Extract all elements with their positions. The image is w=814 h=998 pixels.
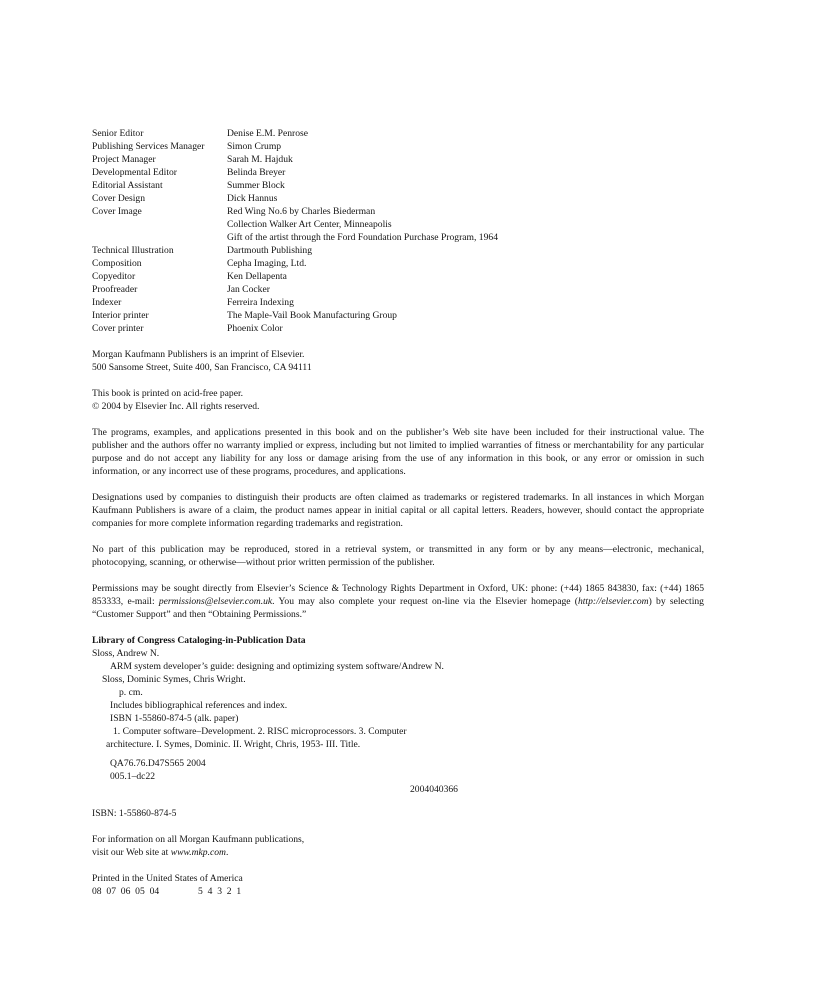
cip-biblio: Includes bibliographical references and index.: [110, 700, 288, 711]
permissions-email: permissions@elsevier.com.uk: [158, 596, 273, 607]
cip-subjects: 1. Computer software–Development. 2. RISC microprocessors. 3. Computer: [113, 726, 407, 737]
credit-row: [92, 270, 704, 283]
isbn-line: ISBN: 1-55860-874-5: [92, 808, 177, 819]
credit-role: Technical Illustration: [92, 245, 174, 256]
credit-role: [92, 218, 227, 231]
credit-role: Developmental Editor: [92, 167, 177, 178]
credit-name: Denise E.M. Penrose: [227, 128, 308, 139]
elsevier-homepage-url: http://elsevier.com: [577, 596, 649, 607]
credit-row: [92, 127, 704, 140]
credit-name: Dick Hannus: [227, 193, 278, 204]
website-suffix: .: [225, 847, 229, 858]
credit-row: [92, 231, 704, 244]
credit-name: Ken Dellapenta: [227, 271, 287, 282]
credit-row: [92, 218, 704, 231]
credit-role: Senior Editor: [92, 128, 144, 139]
credit-role: Proofreader: [92, 284, 138, 295]
credit-row: [92, 140, 704, 153]
credit-role: Cover Design: [92, 193, 146, 204]
credit-role: Cover Image: [92, 206, 142, 217]
credit-name: Simon Crump: [227, 141, 282, 152]
credit-name: Red Wing No.6 by Charles Biederman: [227, 206, 376, 217]
credit-role: [92, 231, 227, 244]
publisher-imprint: Morgan Kaufmann Publishers is an imprint of Elsevier.: [92, 349, 305, 360]
credit-role: Interior printer: [92, 310, 149, 321]
cip-title: ARM system developer’s guide: designing and optimizing system software/Andrew N.: [110, 661, 444, 672]
printing-numbers: [92, 885, 704, 898]
credit-row: [92, 309, 704, 322]
print-years: 08 07 06 05 04: [92, 886, 160, 897]
credit-row: [92, 153, 704, 166]
credit-role: Cover printer: [92, 323, 144, 334]
permissions-text: Permissions may be sought directly from Elsevier’s Science & Technology Rights Department in Oxford, UK: phone: (+44) 1865 843830, fax: (+44) 1865 853333, e-mail:: [92, 583, 704, 607]
credit-row: [92, 322, 704, 335]
credit-row: [92, 179, 704, 192]
more-info-line: For information on all Morgan Kaufmann publications,: [92, 834, 305, 845]
credit-role: Composition: [92, 258, 142, 269]
website-line: [92, 846, 704, 859]
website-prefix: visit our Web site at: [92, 847, 171, 858]
credit-row: [92, 257, 704, 270]
cip-lccn: 2004040366: [410, 784, 458, 795]
publisher-address: 500 Sansome Street, Suite 400, San Francisco, CA 94111: [92, 362, 312, 373]
credit-name: Ferreira Indexing: [227, 297, 294, 308]
credit-row: [92, 244, 704, 257]
credit-row: [92, 296, 704, 309]
credit-role: Editorial Assistant: [92, 180, 163, 191]
production-credits: [92, 127, 704, 335]
copyright-page: [92, 127, 704, 898]
more-info: [92, 833, 704, 859]
cip-author: Sloss, Andrew N.: [92, 648, 160, 659]
credit-name: Collection Walker Art Center, Minneapolis: [227, 219, 392, 230]
website-url: www.mkp.com: [170, 847, 226, 858]
cip-title-cont: Sloss, Dominic Symes, Chris Wright.: [102, 674, 246, 685]
credit-row: [92, 166, 704, 179]
acid-free-notice: This book is printed on acid-free paper.: [92, 388, 244, 399]
reproduction-paragraph: No part of this publication may be reproduced, stored in a retrieval system, or transmitted in any form or by any means—electronic, mechanical, photocopying, scanning, or otherwise—without prior written permission of the publisher.: [92, 544, 704, 568]
cip-isbn: ISBN 1-55860-874-5 (alk. paper): [110, 713, 239, 724]
credit-name: The Maple-Vail Book Manufacturing Group: [227, 310, 397, 321]
cip-call-number: QA76.76.D47S565 2004: [110, 758, 206, 769]
credit-role: Indexer: [92, 297, 122, 308]
copyright-line: © 2004 by Elsevier Inc. All rights reserved.: [92, 401, 260, 412]
paper-notice: [92, 387, 704, 413]
credit-row: [92, 205, 704, 218]
credit-name: Summer Block: [227, 180, 285, 191]
cip-subjects-cont: architecture. I. Symes, Dominic. II. Wright, Chris, 1953- III. Title.: [106, 739, 361, 750]
cip-dewey: 005.1–dc22: [110, 771, 156, 782]
credit-name: Gift of the artist through the Ford Foundation Purchase Program, 1964: [227, 232, 498, 243]
permissions-text: . You may also complete your request on-line via the Elsevier homepage (: [272, 596, 578, 607]
credit-role: Copyeditor: [92, 271, 136, 282]
credit-name: Sarah M. Hajduk: [227, 154, 293, 165]
credit-name: Dartmouth Publishing: [227, 245, 313, 256]
permissions-text: ) by selecting “Customer Support” and then “Obtaining Permissions.”: [92, 596, 704, 620]
cip-pages: p. cm.: [119, 687, 143, 698]
publisher-info: [92, 348, 704, 374]
credit-row: [92, 192, 704, 205]
trademarks-paragraph: Designations used by companies to distinguish their products are often claimed as trademarks or registered trademarks. In all instances in which Morgan Kaufmann Publishers is aware of a claim, the product names appear in initial capital or all capital letters. Readers, however, should contact the appropriate companies for more complete information regarding trademarks and registration.: [92, 492, 704, 529]
print-impression: 5 4 3 2 1: [198, 886, 242, 897]
credit-name: Phoenix Color: [227, 323, 283, 334]
printed-in-line: Printed in the United States of America: [92, 873, 243, 884]
credit-role: Publishing Services Manager: [92, 141, 205, 152]
credit-role: Project Manager: [92, 154, 156, 165]
credit-row: [92, 283, 704, 296]
disclaimer-paragraph: The programs, examples, and applications presented in this book and on the publisher’s Web site have been included for their instructional value. The publisher and the authors offer no warranty implied or express, including but not limited to implied warranties of fitness or merchantability for any particular purpose and do not accept any liability for any loss or damage arising from the use of any information in this book, or any error or omission in such information, or any incorrect use of these programs, procedures, and applications.: [92, 427, 704, 477]
cip-data: [92, 634, 704, 796]
credit-name: Jan Cocker: [227, 284, 270, 295]
cip-heading: Library of Congress Cataloging-in-Publication Data: [92, 635, 306, 646]
credit-name: Cepha Imaging, Ltd.: [227, 258, 307, 269]
printing-info: [92, 872, 704, 898]
credit-name: Belinda Breyer: [227, 167, 286, 178]
permissions-paragraph: [92, 582, 704, 621]
